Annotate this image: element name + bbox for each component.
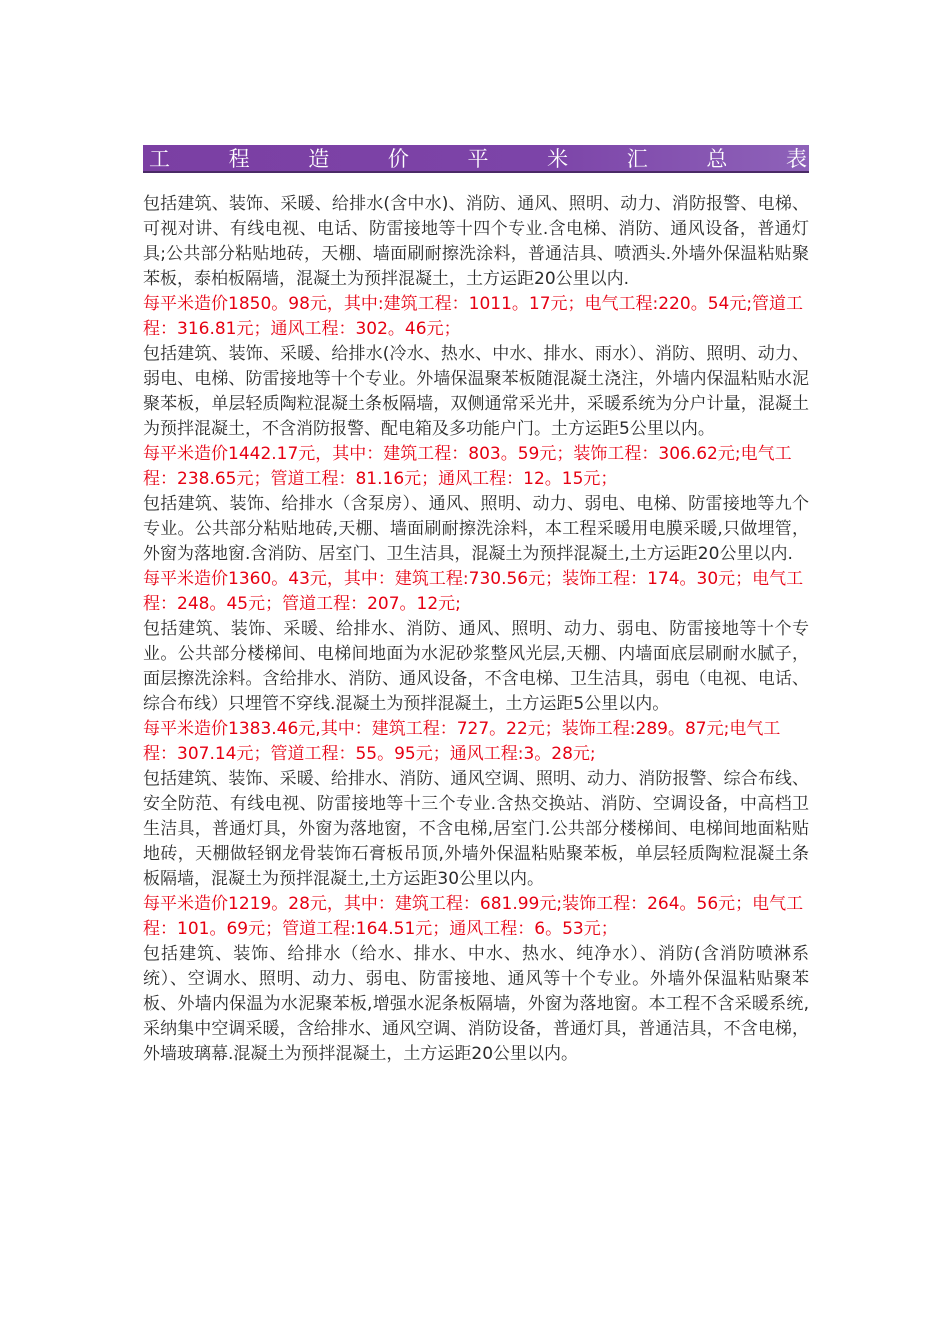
project-description-3: 包括建筑、装饰、给排水（含泵房）、通风、照明、动力、弱电、电梯、防雷接地等九个专业。公共部分粘贴地砖,天棚、墙面刷耐擦洗涂料，本工程采暖用电膜采暖,只做埋管，外窗为落地窗.含消防、居室门、卫生洁具，混凝土为预拌混凝土,土方运距20公里以内. bbox=[143, 494, 809, 564]
title-char: 造 bbox=[308, 147, 330, 171]
project-description-1: 包括建筑、装饰、采暖、给排水(含中水)、消防、通风、照明、动力、消防报警、电梯、可视对讲、有线电视、电话、防雷接地等十四个专业.含电梯、消防、通风设备，普通灯具;公共部分粘贴地砖，天棚、墙面刷耐擦洗涂料，普通洁具、喷洒头.外墙外保温粘贴聚苯板，泰柏板隔墙，混凝土为预拌混凝土，土方运距20公里以内. bbox=[143, 194, 809, 289]
title-char: 米 bbox=[547, 147, 569, 171]
title-char: 平 bbox=[467, 147, 489, 171]
title-char: 程 bbox=[228, 147, 250, 171]
price-summary-2: 每平米造价1442.17元，其中：建筑工程：803。59元；装饰工程：306.62元;电气工程：238.65元；管道工程：81.16元；通风工程：12。15元； bbox=[143, 444, 792, 489]
project-description-5: 包括建筑、装饰、采暖、给排水、消防、通风空调、照明、动力、消防报警、综合布线、安全防范、有线电视、防雷接地等十三个专业.含热交换站、消防、空调设备，中高档卫生洁具，普通灯具，外窗为落地窗，不含电梯,居室门.公共部分楼梯间、电梯间地面粘贴地砖，天棚做轻钢龙骨装饰石膏板吊顶,外墙外保温粘贴聚苯板，单层轻质陶粒混凝土条板隔墙，混凝土为预拌混凝土,土方运距30公里以内。 bbox=[143, 769, 809, 889]
title-banner bbox=[143, 145, 809, 173]
title-char: 工 bbox=[149, 147, 170, 171]
price-summary-1: 每平米造价1850。98元，其中:建筑工程：1011。17元；电气工程:220。54元;管道工程：316.81元；通风工程：302。46元； bbox=[143, 294, 804, 339]
title-char: 价 bbox=[387, 147, 409, 171]
title-char: 总 bbox=[706, 147, 728, 171]
content-body bbox=[143, 192, 809, 1067]
title-char: 表 bbox=[786, 147, 807, 171]
price-summary-4: 每平米造价1383.46元,其中：建筑工程：727。22元；装饰工程:289。87元;电气工程：307.14元；管道工程：55。95元；通风工程:3。28元; bbox=[143, 719, 781, 764]
project-description-4: 包括建筑、装饰、采暖、给排水、消防、通风、照明、动力、弱电、防雷接地等十个专业。公共部分楼梯间、电梯间地面为水泥砂浆整风光层,天棚、内墙面底层刷耐水腻子，面层擦洗涂料。含给排水、消防、通风设备，不含电梯、卫生洁具，弱电（电视、电话、综合布线）只埋管不穿线.混凝土为预拌混凝土，土方运距5公里以内。 bbox=[143, 619, 809, 714]
price-summary-3: 每平米造价1360。43元，其中：建筑工程:730.56元；装饰工程：174。30元；电气工程：248。45元；管道工程：207。12元; bbox=[143, 569, 804, 614]
price-summary-5: 每平米造价1219。28元，其中：建筑工程：681.99元;装饰工程：264。56元；电气工程：101。69元；管道工程:164.51元；通风工程：6。53元； bbox=[143, 894, 804, 939]
project-description-6: 包括建筑、装饰、给排水（给水、排水、中水、热水、纯净水）、消防(含消防喷淋系统）、空调水、照明、动力、弱电、防雷接地、通风等十个专业。外墙外保温粘贴聚苯板、外墙内保温为水泥聚苯板,增强水泥条板隔墙，外窗为落地窗。本工程不含采暖系统,采纳集中空调采暖，含给排水、通风空调、消防设备，普通灯具，普通洁具，不含电梯，外墙玻璃幕.混凝土为预拌混凝土，土方运距20公里以内。 bbox=[143, 944, 809, 1064]
project-description-2: 包括建筑、装饰、采暖、给排水(冷水、热水、中水、排水、雨水）、消防、照明、动力、弱电、电梯、防雷接地等十个专业。外墙保温聚苯板随混凝土浇注，外墙内保温粘贴水泥聚苯板，单层轻质陶粒混凝土条板隔墙，双侧通常采光井，采暖系统为分户计量，混凝土为预拌混凝土，不含消防报警、配电箱及多功能户门。土方运距5公里以内。 bbox=[143, 344, 809, 439]
title-char: 汇 bbox=[626, 147, 648, 171]
document-page bbox=[143, 145, 809, 1067]
